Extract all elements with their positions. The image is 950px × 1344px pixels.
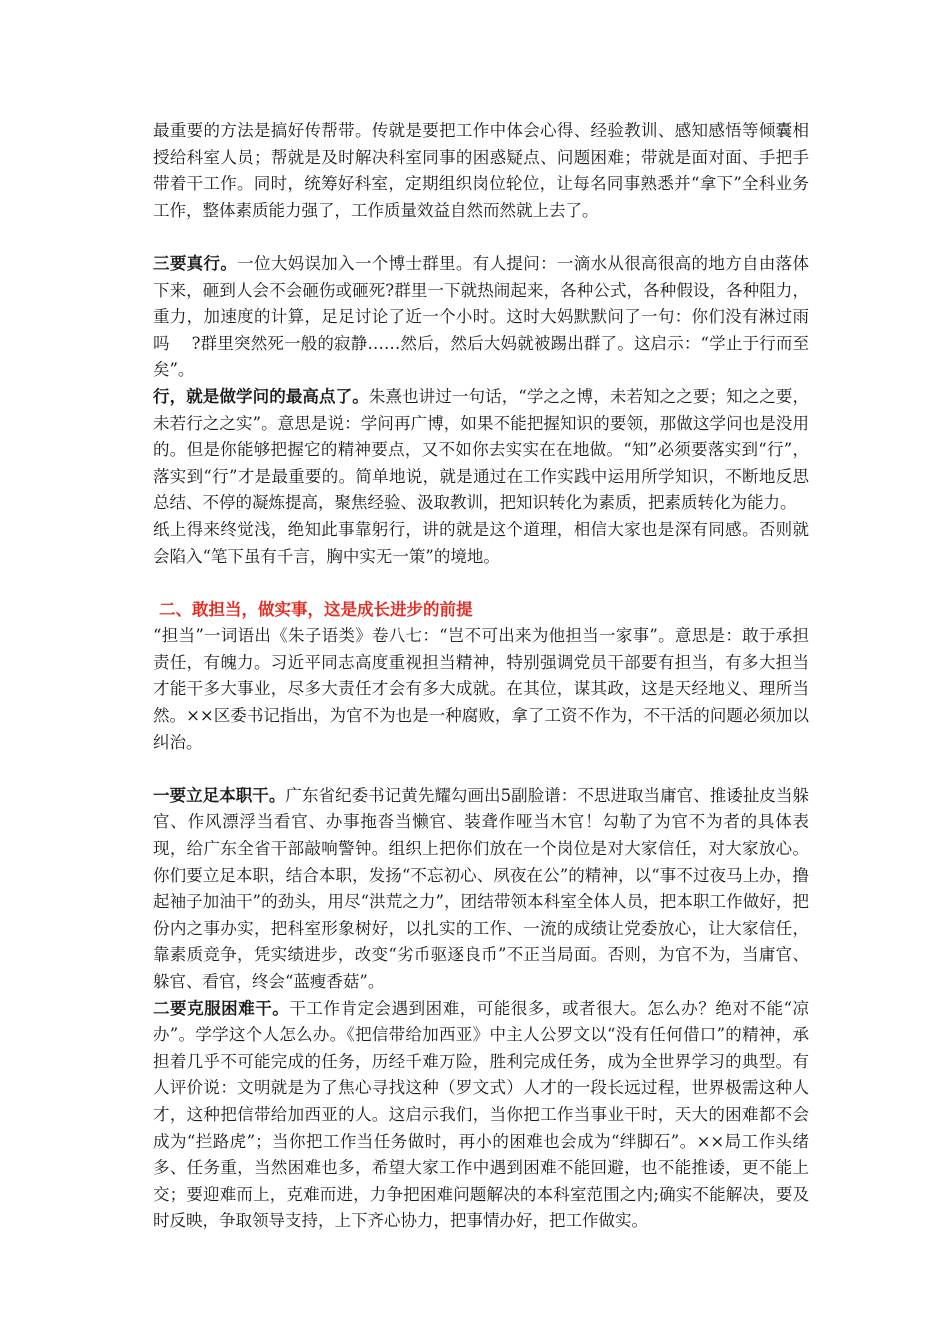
lead-heading-job-duty: 一要立足本职干。 [153,785,286,805]
paragraph-mentoring: 最重要的方法是搞好传帮带。传就是要把工作中体会心得、经验教训、感知感悟等倾囊相授给科室人员；帮就是及时解决科室同事的困惑疑点、问题困难；带就是面对面、手把手带着干工作。同时，统筹好科室，定期组织岗位轮位，让每名同事熟悉并“拿下”全科业务工作，整体素质能力强了，工作质量效益自然而然就上去了。 [153,121,809,220]
paragraph-action-highest [153,384,809,517]
spacer [153,756,809,783]
paragraph-text: 干工作肯定会遇到困难，可能很多，或者很大。怎么办？绝对不能“凉办”。学学这个人怎么办。《把信带给加西亚》中主人公罗文以“没有任何借口”的精神，承担着几乎不可能完成的任务，历经千难万险，胜利完成任务，成为全世界学习的典型。有人评价说：文明就是为了焦心寻找这种（罗文式）人才的一段长远过程，世界极需这种人才，这种把信带给加西亚的人。这启示我们，当你把工作当事业干时，天大的困难都不会成为“拦路虎”；当你把工作当任务做时，再小的困难也会成为“绊脚石”。××局工作头绪多、任务重，当然困难也多，希望大家工作中遇到困难不能回避，也不能推诿，更不能上交；要迎难而上，克难而进，力争把困难问题解决的本科室范围之内;确实不能解决，要及时反映，争取领导支持，上下齐心协力，把事情办好，把工作做实。 [153,998,810,1231]
paragraph-text: 朱熹也讲过一句话，“学之之博，未若知之之要；知之之要，未若行之之实”。意思是说：学问再广博，如果不能把握知识的要领，那做这学问也是没用的。但是你能够把握它的精神要点，又不如你去实实在在地做。“知”必须要落实到“行”，落实到“行”才是最重要的。简单地说，就是通过在工作实践中运用所学知识，不断地反思总结、不停的凝炼提高，聚焦经验、汲取教训，把知识转化为素质，把素质转化为能力。 [153,386,810,513]
paragraph-text: 广东省纪委书记黄先耀勾画出5副脸谱：不思进取当庸官、推诿扯皮当躲官、作风漂浮当看官、办事拖沓当懒官、装聋作哑当木官！勾勒了为官不为者的具体表现，给广东全省干部敲响警钟。组织上把你们放在一个岗位是对大家信任，对大家放心。你们要立足本职，结合本职，发扬“不忘初心、夙夜在公”的精神，以“事不过夜马上办，撸起袖子加油干”的劲头，用尽“洪荒之力”，团结带领本科室全体人员，把本职工作做好，把份内之事办实，把科室形象树好，以扎实的工作、一流的成绩让党委放心，让大家信任，靠素质竞争，凭实绩进步，改变“劣币驱逐良币”不正当局面。否则，为官不为，当庸官、躲官、看官，终会“蓝瘦香菇”。 [153,785,810,991]
paragraph-responsibility: “担当”一词语出《朱子语类》卷八七：“岂不可出来为他担当一家事”。意思是：敢于承担责任，有魄力。习近平同志高度重视担当精神，特别强调党员干部要有担当，有多大担当才能干多大事业，尽多大责任才会有多大成就。在其位，谋其政，这是天经地义、理所当然。××区委书记指出，为官不为也是一种腐败，拿了工资不作为，不干活的问题必须加以纠治。 [153,626,809,752]
document-body [153,118,809,1235]
paragraph-job-duty [153,783,809,996]
lead-heading-overcome: 二要克服困难干。 [153,998,290,1018]
lead-heading-true-practice: 三要真行。 [153,253,238,273]
paragraph-true-practice [153,251,809,384]
spacer [153,570,809,597]
paragraph-text: ?群里突然死一般的寂静……然后，然后大妈就被踢出群了。这启示：“学止于行而至矣”。 [153,333,809,380]
section-heading-2: 二、敢担当，做实事，这是成长进步的前提 [159,599,473,619]
paragraph-paper-knowledge: 纸上得来终觉浅，绝知此事靠躬行，讲的就是这个道理，相信大家也是深有同感。否则就会陷入“笔下虽有千言，胸中实无一策”的境地。 [153,519,809,566]
paragraph-text: 一位大妈误加入一个博士群里。有人提问：一滴水从很高很高的地方自由落体下来，砸到人会不会砸伤或砸死?群里一下就热闹起来，各种公式，各种假设，各种阻力，重力，加速度的计算，足足讨论了近一个小时。这时大妈默默问了一句：你们没有淋过雨吗 [153,253,810,353]
paragraph-overcome-difficulty [153,996,809,1235]
spacer [153,224,809,251]
lead-heading-action: 行，就是做学问的最高点了。 [153,386,369,406]
